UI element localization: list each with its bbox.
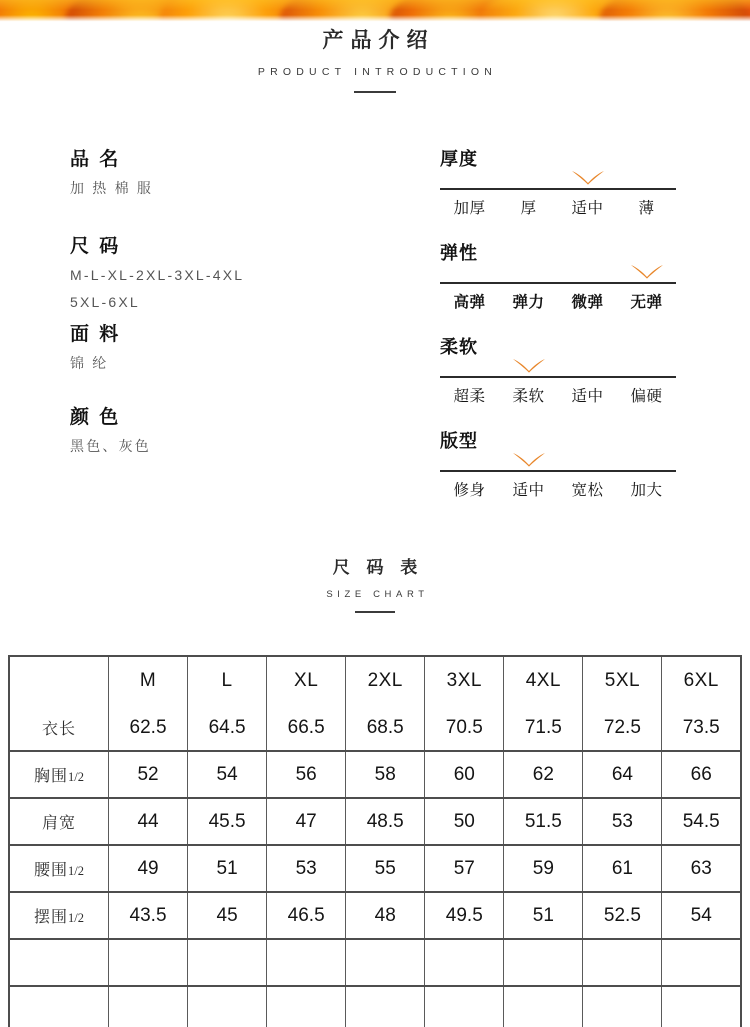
- table-cell: 51: [188, 845, 267, 892]
- table-cell: 73.5: [662, 705, 741, 751]
- table-cell: 47: [267, 798, 346, 845]
- attribute-option[interactable]: 加大: [630, 482, 663, 499]
- table-cell: 60: [425, 751, 504, 798]
- table-cell: 63: [662, 845, 741, 892]
- table-cell: 57: [425, 845, 504, 892]
- chevron-down-icon: [630, 264, 664, 279]
- table-row-label: [9, 939, 109, 986]
- fire-banner: [0, 0, 750, 22]
- attribute-option[interactable]: 高弹: [453, 294, 486, 311]
- table-cell: [188, 986, 267, 1027]
- attribute-options: [440, 197, 676, 221]
- table-row-label: [9, 705, 109, 751]
- table-cell: 59: [504, 845, 583, 892]
- attribute-option[interactable]: 柔软: [512, 388, 545, 405]
- table-cell: 64.5: [188, 705, 267, 751]
- size-chart-subtitle: SIZE CHART: [326, 589, 429, 600]
- attribute-option[interactable]: 修身: [453, 482, 486, 499]
- size-chart-header: [0, 556, 750, 613]
- table-cell: 66.5: [267, 705, 346, 751]
- table-cell: 45: [188, 892, 267, 939]
- table-cell: 66: [662, 751, 741, 798]
- spec-value: 锦 纶: [70, 355, 109, 371]
- table-cell: 52: [109, 751, 188, 798]
- spec-value: M-L-XL-2XL-3XL-4XL: [70, 267, 245, 283]
- table-cell: 48: [346, 892, 425, 939]
- table-cell: [425, 986, 504, 1027]
- table-row: [9, 798, 741, 845]
- chevron-down-icon: [512, 452, 546, 467]
- table-cell: [109, 986, 188, 1027]
- table-column-header: XL: [267, 656, 346, 705]
- row-label-text: 腰围: [34, 862, 69, 879]
- attribute-axis-line: [440, 376, 676, 378]
- page-header: [0, 26, 750, 93]
- page-subtitle: PRODUCT INTRODUCTION: [257, 66, 498, 78]
- row-label-text: 衣长: [41, 721, 76, 738]
- row-label-fraction: 1/2: [68, 911, 84, 925]
- table-cell: [109, 939, 188, 986]
- table-cell: 48.5: [346, 798, 425, 845]
- attribute-option[interactable]: 厚: [520, 200, 537, 217]
- table-row-label: [9, 751, 109, 798]
- table-cell: [583, 986, 662, 1027]
- attribute-title: 版型: [440, 431, 478, 451]
- attribute-title: 柔软: [440, 337, 478, 357]
- table-cell: 52.5: [583, 892, 662, 939]
- table-column-header: 3XL: [425, 656, 504, 705]
- row-label-fraction: 1/2: [68, 770, 84, 784]
- size-chart-table-wrap: [8, 655, 742, 1027]
- table-cell: 61: [583, 845, 662, 892]
- row-label-text: 胸围: [34, 768, 69, 785]
- spec-item-fabric: [70, 320, 410, 377]
- table-cell: [504, 986, 583, 1027]
- attribute-group-1: [440, 240, 680, 334]
- table-header-row: [9, 656, 741, 705]
- spec-label: 颜 色: [70, 407, 121, 428]
- table-column-header: L: [188, 656, 267, 705]
- attribute-options: [440, 479, 676, 503]
- table-cell: 55: [346, 845, 425, 892]
- table-row-label: [9, 986, 109, 1027]
- table-cell: 58: [346, 751, 425, 798]
- table-cell: 43.5: [109, 892, 188, 939]
- table-cell: 56: [267, 751, 346, 798]
- table-cell: [583, 939, 662, 986]
- table-cell: 62.5: [109, 705, 188, 751]
- attribute-title: 弹性: [440, 243, 478, 263]
- table-cell: 70.5: [425, 705, 504, 751]
- attribute-option[interactable]: 适中: [571, 388, 604, 405]
- spec-value: 加 热 棉 服: [70, 180, 154, 196]
- table-column-header: 5XL: [583, 656, 662, 705]
- attribute-option[interactable]: 超柔: [453, 388, 486, 405]
- table-cell: 64: [583, 751, 662, 798]
- attribute-option[interactable]: 微弹: [571, 294, 604, 311]
- flame-glow: [0, 0, 750, 10]
- table-cell: 62: [504, 751, 583, 798]
- attribute-option[interactable]: 适中: [571, 200, 604, 217]
- attribute-title: 厚度: [440, 149, 478, 169]
- attribute-scale-list: [440, 146, 680, 522]
- table-cell: [662, 986, 741, 1027]
- table-cell: 45.5: [188, 798, 267, 845]
- attribute-axis-line: [440, 188, 676, 190]
- title-divider: [354, 91, 396, 93]
- table-cell: 49.5: [425, 892, 504, 939]
- banner-fade: [0, 15, 750, 22]
- attribute-option[interactable]: 薄: [638, 200, 655, 217]
- table-cell: 51.5: [504, 798, 583, 845]
- table-row-label: [9, 892, 109, 939]
- size-chart-head: [9, 656, 741, 705]
- product-spec-list: [70, 145, 410, 464]
- table-cell: 53: [267, 845, 346, 892]
- table-cell: [425, 939, 504, 986]
- attribute-option[interactable]: 弹力: [512, 294, 545, 311]
- table-column-header: 2XL: [346, 656, 425, 705]
- table-cell: 50: [425, 798, 504, 845]
- table-cell: 71.5: [504, 705, 583, 751]
- spec-item-size: [70, 232, 410, 316]
- attribute-option[interactable]: 适中: [512, 482, 545, 499]
- table-cell: 51: [504, 892, 583, 939]
- size-chart-divider: [355, 611, 395, 613]
- table-row-label: [9, 798, 109, 845]
- attribute-group-3: [440, 428, 680, 522]
- table-cell: [504, 939, 583, 986]
- table-column-header: 4XL: [504, 656, 583, 705]
- size-chart-table: [8, 655, 742, 1027]
- chevron-down-icon: [571, 170, 605, 185]
- spec-item-color: [70, 403, 410, 460]
- table-cell: 53: [583, 798, 662, 845]
- chevron-down-icon: [512, 358, 546, 373]
- attribute-option[interactable]: 宽松: [571, 482, 604, 499]
- row-label-text: 摆围: [34, 909, 69, 926]
- attribute-group-0: [440, 146, 680, 240]
- attribute-options: [440, 385, 676, 409]
- table-cell: [662, 939, 741, 986]
- table-column-header: 6XL: [683, 670, 719, 691]
- table-cell: [346, 986, 425, 1027]
- spec-label: 面 料: [70, 324, 121, 345]
- page-title: 产品介绍: [322, 29, 435, 52]
- table-column-header: M: [109, 656, 188, 705]
- spec-label: 尺 码: [70, 236, 121, 257]
- table-cell: 68.5: [346, 705, 425, 751]
- attribute-options: [440, 291, 676, 315]
- table-row: [9, 705, 741, 751]
- row-label-text: 肩宽: [41, 815, 76, 832]
- table-corner-cell: [9, 656, 109, 705]
- size-chart-body: [9, 705, 741, 1027]
- attribute-axis-line: [440, 470, 676, 472]
- table-row-label: [9, 845, 109, 892]
- table-cell: [188, 939, 267, 986]
- table-cell: 54: [188, 751, 267, 798]
- size-chart-title: 尺 码 表: [332, 558, 424, 577]
- spec-label: 品 名: [70, 149, 121, 170]
- spec-value-line2: 5XL-6XL: [70, 294, 140, 310]
- table-cell: 54: [662, 892, 741, 939]
- table-cell: [267, 939, 346, 986]
- attribute-option[interactable]: 偏硬: [630, 388, 663, 405]
- table-row: [9, 986, 741, 1027]
- table-row: [9, 751, 741, 798]
- table-row: [9, 939, 741, 986]
- table-cell: 49: [109, 845, 188, 892]
- attribute-option[interactable]: 加厚: [453, 200, 486, 217]
- table-cell: 44: [109, 798, 188, 845]
- row-label-fraction: 1/2: [68, 864, 84, 878]
- spec-item-name: [70, 145, 410, 202]
- table-row: [9, 845, 741, 892]
- attribute-option[interactable]: 无弹: [630, 294, 663, 311]
- table-cell: 54.5: [662, 798, 741, 845]
- attribute-group-2: [440, 334, 680, 428]
- table-cell: 46.5: [267, 892, 346, 939]
- attribute-axis-line: [440, 282, 676, 284]
- table-cell: 72.5: [583, 705, 662, 751]
- table-cell: [346, 939, 425, 986]
- table-cell: [267, 986, 346, 1027]
- table-row: [9, 892, 741, 939]
- spec-value: 黑色、灰色: [70, 438, 151, 454]
